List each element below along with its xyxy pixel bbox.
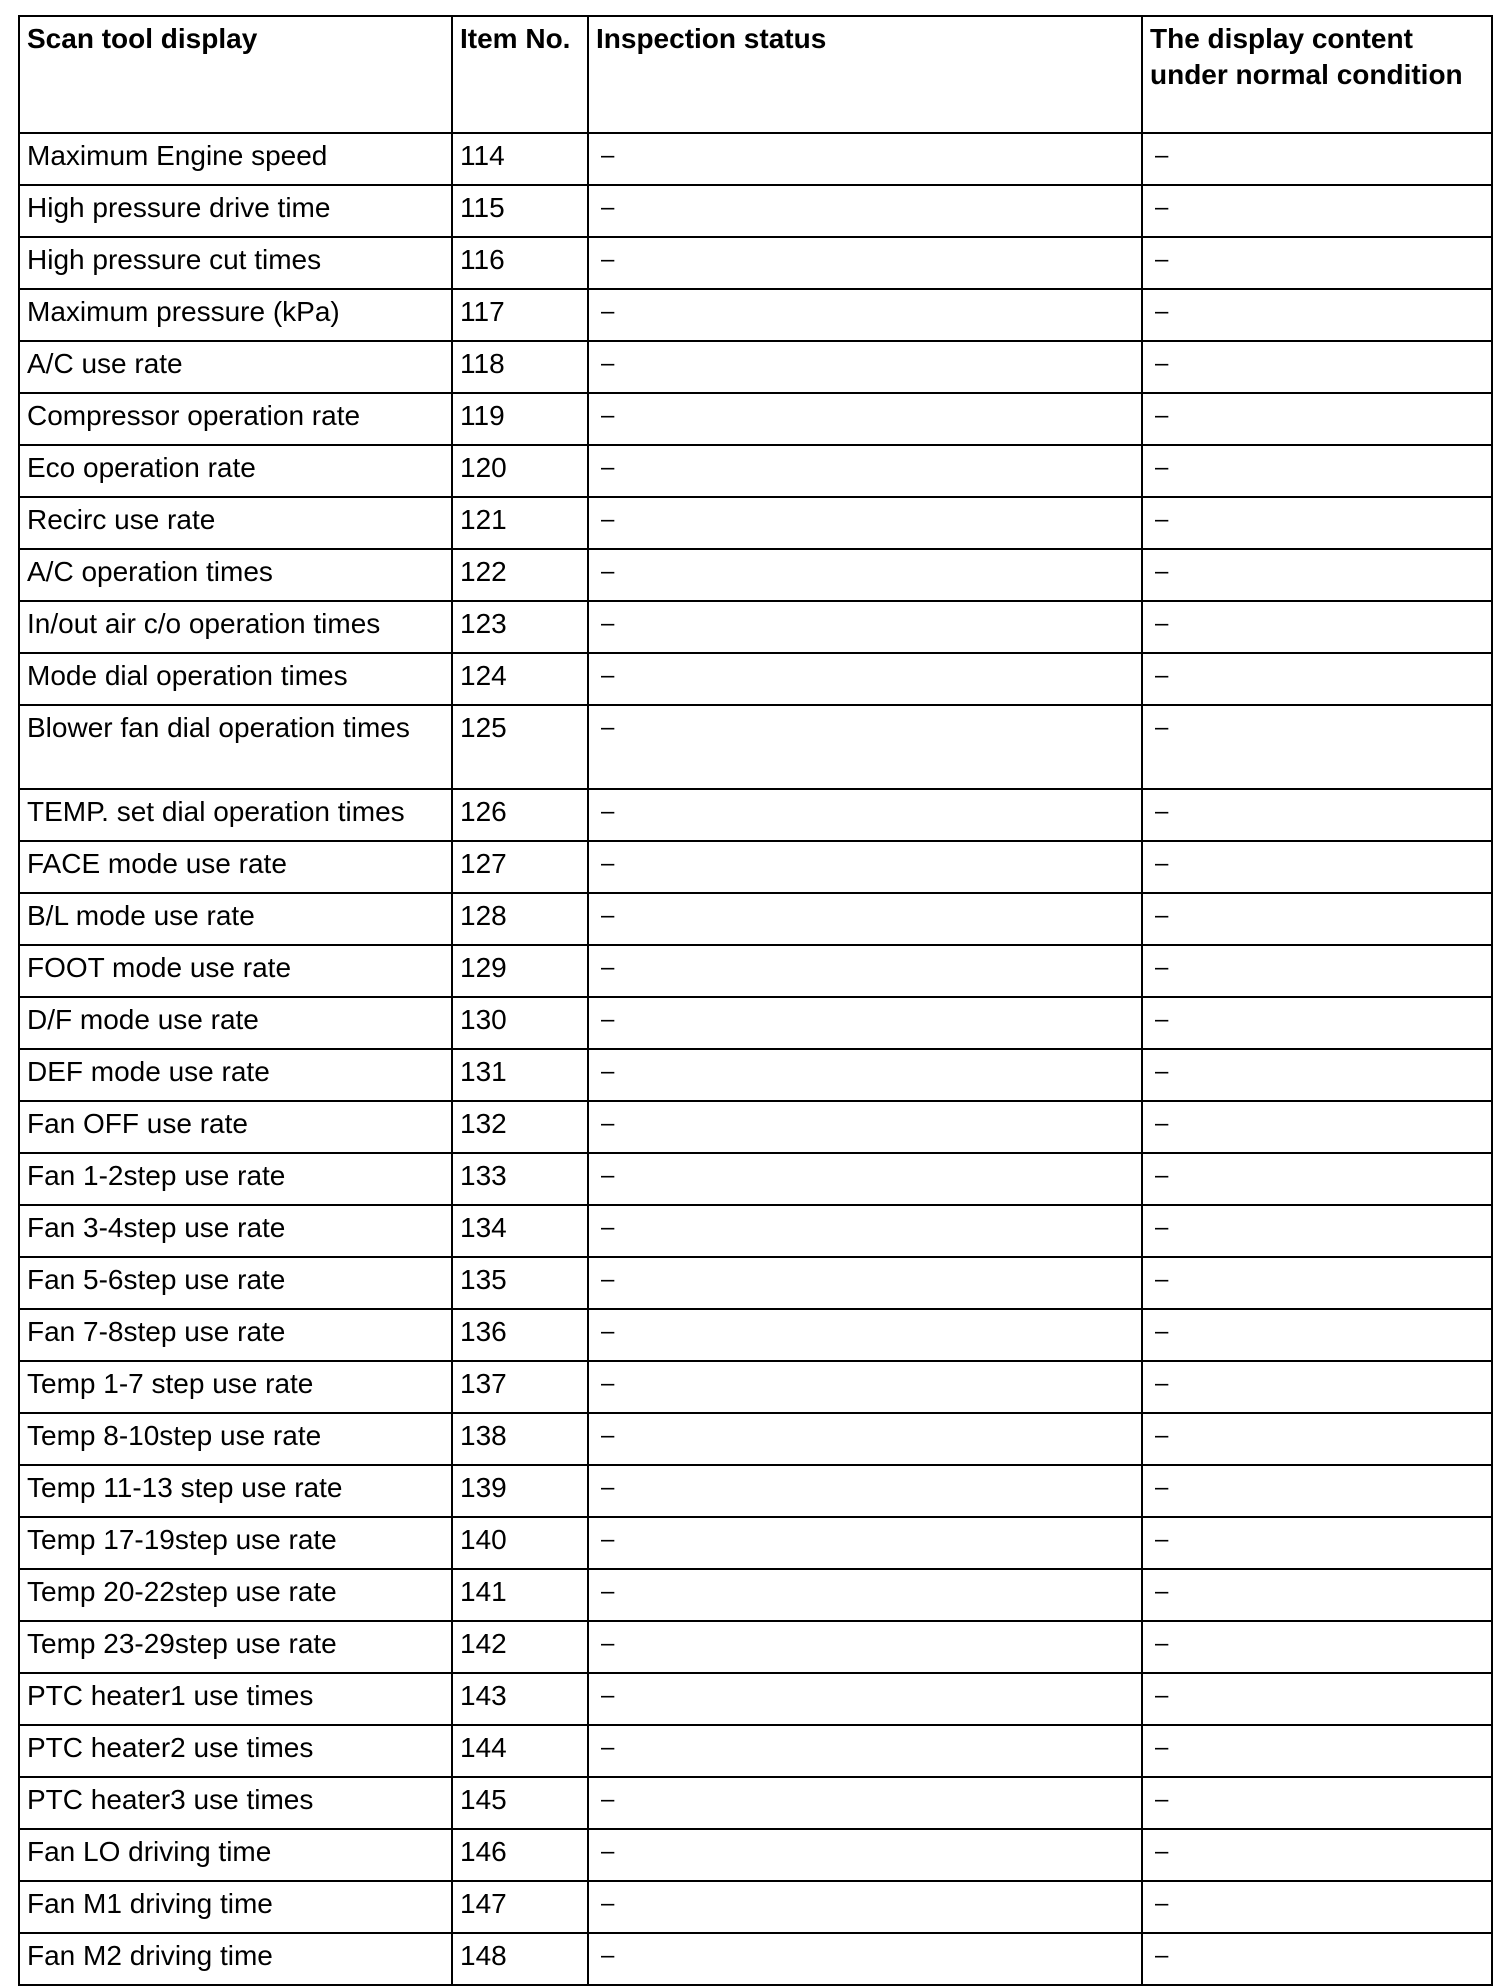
cell-scan-tool-display: PTC heater3 use times: [19, 1777, 452, 1829]
cell-scan-tool-display: In/out air c/o operation times: [19, 601, 452, 653]
table-row: [19, 341, 1492, 393]
cell-normal-display: –: [1142, 841, 1492, 893]
table-row: [19, 841, 1492, 893]
cell-inspection-status: –: [588, 1153, 1142, 1205]
cell-inspection-status: –: [588, 341, 1142, 393]
cell-scan-tool-display: Temp 17-19step use rate: [19, 1517, 452, 1569]
cell-inspection-status: –: [588, 497, 1142, 549]
cell-normal-display: –: [1142, 1257, 1492, 1309]
header-scan-tool-display: Scan tool display: [19, 16, 452, 133]
cell-item-no: 138: [452, 1413, 588, 1465]
cell-normal-display: –: [1142, 789, 1492, 841]
table-row: [19, 1205, 1492, 1257]
cell-item-no: 124: [452, 653, 588, 705]
table-row: [19, 1777, 1492, 1829]
cell-scan-tool-display: High pressure drive time: [19, 185, 452, 237]
table-row: [19, 445, 1492, 497]
cell-inspection-status: –: [588, 445, 1142, 497]
table-row: [19, 893, 1492, 945]
table-row: [19, 653, 1492, 705]
cell-normal-display: –: [1142, 445, 1492, 497]
cell-inspection-status: –: [588, 1881, 1142, 1933]
cell-normal-display: –: [1142, 1829, 1492, 1881]
cell-inspection-status: –: [588, 601, 1142, 653]
table-row: [19, 1101, 1492, 1153]
cell-normal-display: –: [1142, 237, 1492, 289]
table-row: [19, 1465, 1492, 1517]
table-row: [19, 1257, 1492, 1309]
cell-inspection-status: –: [588, 1517, 1142, 1569]
cell-item-no: 121: [452, 497, 588, 549]
cell-scan-tool-display: Fan 3-4step use rate: [19, 1205, 452, 1257]
cell-item-no: 131: [452, 1049, 588, 1101]
cell-normal-display: –: [1142, 341, 1492, 393]
table-row: [19, 1725, 1492, 1777]
cell-scan-tool-display: PTC heater1 use times: [19, 1673, 452, 1725]
cell-normal-display: –: [1142, 945, 1492, 997]
cell-item-no: 123: [452, 601, 588, 653]
cell-normal-display: –: [1142, 1049, 1492, 1101]
cell-item-no: 148: [452, 1933, 588, 1985]
cell-inspection-status: –: [588, 549, 1142, 601]
cell-scan-tool-display: Fan LO driving time: [19, 1829, 452, 1881]
cell-item-no: 114: [452, 133, 588, 185]
cell-inspection-status: –: [588, 1101, 1142, 1153]
cell-normal-display: –: [1142, 1361, 1492, 1413]
cell-inspection-status: –: [588, 185, 1142, 237]
cell-item-no: 115: [452, 185, 588, 237]
cell-normal-display: –: [1142, 1569, 1492, 1621]
cell-scan-tool-display: Mode dial operation times: [19, 653, 452, 705]
cell-inspection-status: –: [588, 1725, 1142, 1777]
cell-scan-tool-display: Fan OFF use rate: [19, 1101, 452, 1153]
table-row: [19, 393, 1492, 445]
cell-inspection-status: –: [588, 1413, 1142, 1465]
table-row: [19, 1881, 1492, 1933]
cell-normal-display: –: [1142, 1205, 1492, 1257]
cell-item-no: 137: [452, 1361, 588, 1413]
cell-inspection-status: –: [588, 1465, 1142, 1517]
cell-normal-display: –: [1142, 549, 1492, 601]
cell-item-no: 129: [452, 945, 588, 997]
cell-inspection-status: –: [588, 393, 1142, 445]
table-row: [19, 1413, 1492, 1465]
cell-inspection-status: –: [588, 133, 1142, 185]
cell-inspection-status: –: [588, 1257, 1142, 1309]
cell-scan-tool-display: Fan 1-2step use rate: [19, 1153, 452, 1205]
cell-inspection-status: –: [588, 1933, 1142, 1985]
cell-inspection-status: –: [588, 1673, 1142, 1725]
cell-item-no: 145: [452, 1777, 588, 1829]
table-row: [19, 1153, 1492, 1205]
cell-inspection-status: –: [588, 1777, 1142, 1829]
cell-normal-display: –: [1142, 185, 1492, 237]
table-row: [19, 1309, 1492, 1361]
cell-inspection-status: –: [588, 1621, 1142, 1673]
cell-item-no: 125: [452, 705, 588, 789]
cell-normal-display: –: [1142, 1517, 1492, 1569]
table-row: [19, 289, 1492, 341]
cell-inspection-status: –: [588, 1361, 1142, 1413]
cell-normal-display: –: [1142, 1881, 1492, 1933]
cell-inspection-status: –: [588, 841, 1142, 893]
cell-inspection-status: –: [588, 1829, 1142, 1881]
table-row: [19, 549, 1492, 601]
cell-normal-display: –: [1142, 1673, 1492, 1725]
cell-inspection-status: –: [588, 1309, 1142, 1361]
cell-normal-display: –: [1142, 1153, 1492, 1205]
cell-inspection-status: –: [588, 1049, 1142, 1101]
cell-scan-tool-display: FACE mode use rate: [19, 841, 452, 893]
table-row: [19, 185, 1492, 237]
cell-item-no: 128: [452, 893, 588, 945]
cell-scan-tool-display: PTC heater2 use times: [19, 1725, 452, 1777]
table-row: [19, 945, 1492, 997]
cell-scan-tool-display: Fan 7-8step use rate: [19, 1309, 452, 1361]
cell-normal-display: –: [1142, 497, 1492, 549]
table-row: [19, 133, 1492, 185]
cell-normal-display: –: [1142, 1933, 1492, 1985]
cell-item-no: 139: [452, 1465, 588, 1517]
cell-scan-tool-display: TEMP. set dial operation times: [19, 789, 452, 841]
table-row: [19, 997, 1492, 1049]
header-item-no: Item No.: [452, 16, 588, 133]
cell-inspection-status: –: [588, 945, 1142, 997]
table-row: [19, 1829, 1492, 1881]
table-row: [19, 601, 1492, 653]
cell-item-no: 118: [452, 341, 588, 393]
cell-scan-tool-display: Eco operation rate: [19, 445, 452, 497]
table-row: [19, 705, 1492, 789]
cell-scan-tool-display: Temp 8-10step use rate: [19, 1413, 452, 1465]
table-body: [19, 133, 1492, 1985]
cell-normal-display: –: [1142, 1777, 1492, 1829]
cell-item-no: 122: [452, 549, 588, 601]
table-row: [19, 1049, 1492, 1101]
cell-item-no: 127: [452, 841, 588, 893]
table-row: [19, 1933, 1492, 1985]
cell-scan-tool-display: Maximum pressure (kPa): [19, 289, 452, 341]
cell-normal-display: –: [1142, 1101, 1492, 1153]
cell-scan-tool-display: Maximum Engine speed: [19, 133, 452, 185]
cell-item-no: 134: [452, 1205, 588, 1257]
cell-scan-tool-display: A/C use rate: [19, 341, 452, 393]
cell-scan-tool-display: DEF mode use rate: [19, 1049, 452, 1101]
cell-inspection-status: –: [588, 237, 1142, 289]
cell-item-no: 146: [452, 1829, 588, 1881]
cell-item-no: 136: [452, 1309, 588, 1361]
cell-scan-tool-display: Fan 5-6step use rate: [19, 1257, 452, 1309]
scan-tool-table: [18, 15, 1493, 1986]
table-row: [19, 1621, 1492, 1673]
cell-scan-tool-display: Temp 20-22step use rate: [19, 1569, 452, 1621]
table-row: [19, 497, 1492, 549]
cell-item-no: 126: [452, 789, 588, 841]
cell-item-no: 119: [452, 393, 588, 445]
cell-normal-display: –: [1142, 653, 1492, 705]
table-row: [19, 1361, 1492, 1413]
cell-item-no: 120: [452, 445, 588, 497]
cell-normal-display: –: [1142, 1621, 1492, 1673]
cell-normal-display: –: [1142, 1413, 1492, 1465]
cell-item-no: 135: [452, 1257, 588, 1309]
cell-normal-display: –: [1142, 1725, 1492, 1777]
cell-scan-tool-display: FOOT mode use rate: [19, 945, 452, 997]
cell-inspection-status: –: [588, 705, 1142, 789]
table-row: [19, 237, 1492, 289]
cell-normal-display: –: [1142, 393, 1492, 445]
cell-normal-display: –: [1142, 601, 1492, 653]
cell-inspection-status: –: [588, 1205, 1142, 1257]
cell-scan-tool-display: Temp 11-13 step use rate: [19, 1465, 452, 1517]
cell-normal-display: –: [1142, 893, 1492, 945]
cell-scan-tool-display: Blower fan dial operation times: [19, 705, 452, 789]
cell-normal-display: –: [1142, 1465, 1492, 1517]
cell-scan-tool-display: Compressor operation rate: [19, 393, 452, 445]
cell-scan-tool-display: Fan M2 driving time: [19, 1933, 452, 1985]
table-row: [19, 1569, 1492, 1621]
table-row: [19, 1517, 1492, 1569]
cell-item-no: 133: [452, 1153, 588, 1205]
table-row: [19, 1673, 1492, 1725]
cell-scan-tool-display: A/C operation times: [19, 549, 452, 601]
header-row: [19, 16, 1492, 133]
cell-inspection-status: –: [588, 289, 1142, 341]
table-row: [19, 789, 1492, 841]
cell-inspection-status: –: [588, 653, 1142, 705]
cell-normal-display: –: [1142, 1309, 1492, 1361]
cell-item-no: 130: [452, 997, 588, 1049]
cell-scan-tool-display: D/F mode use rate: [19, 997, 452, 1049]
cell-inspection-status: –: [588, 789, 1142, 841]
cell-item-no: 140: [452, 1517, 588, 1569]
cell-normal-display: –: [1142, 289, 1492, 341]
cell-normal-display: –: [1142, 133, 1492, 185]
cell-normal-display: –: [1142, 705, 1492, 789]
cell-item-no: 147: [452, 1881, 588, 1933]
cell-item-no: 142: [452, 1621, 588, 1673]
cell-scan-tool-display: Temp 1-7 step use rate: [19, 1361, 452, 1413]
cell-scan-tool-display: High pressure cut times: [19, 237, 452, 289]
cell-item-no: 143: [452, 1673, 588, 1725]
cell-item-no: 141: [452, 1569, 588, 1621]
cell-scan-tool-display: Temp 23-29step use rate: [19, 1621, 452, 1673]
cell-inspection-status: –: [588, 997, 1142, 1049]
cell-inspection-status: –: [588, 1569, 1142, 1621]
header-normal-display: The display content under normal condition: [1142, 16, 1492, 133]
header-inspection-status: Inspection status: [588, 16, 1142, 133]
cell-item-no: 132: [452, 1101, 588, 1153]
cell-item-no: 117: [452, 289, 588, 341]
cell-item-no: 116: [452, 237, 588, 289]
cell-inspection-status: –: [588, 893, 1142, 945]
cell-normal-display: –: [1142, 997, 1492, 1049]
cell-scan-tool-display: B/L mode use rate: [19, 893, 452, 945]
cell-scan-tool-display: Fan M1 driving time: [19, 1881, 452, 1933]
cell-scan-tool-display: Recirc use rate: [19, 497, 452, 549]
cell-item-no: 144: [452, 1725, 588, 1777]
